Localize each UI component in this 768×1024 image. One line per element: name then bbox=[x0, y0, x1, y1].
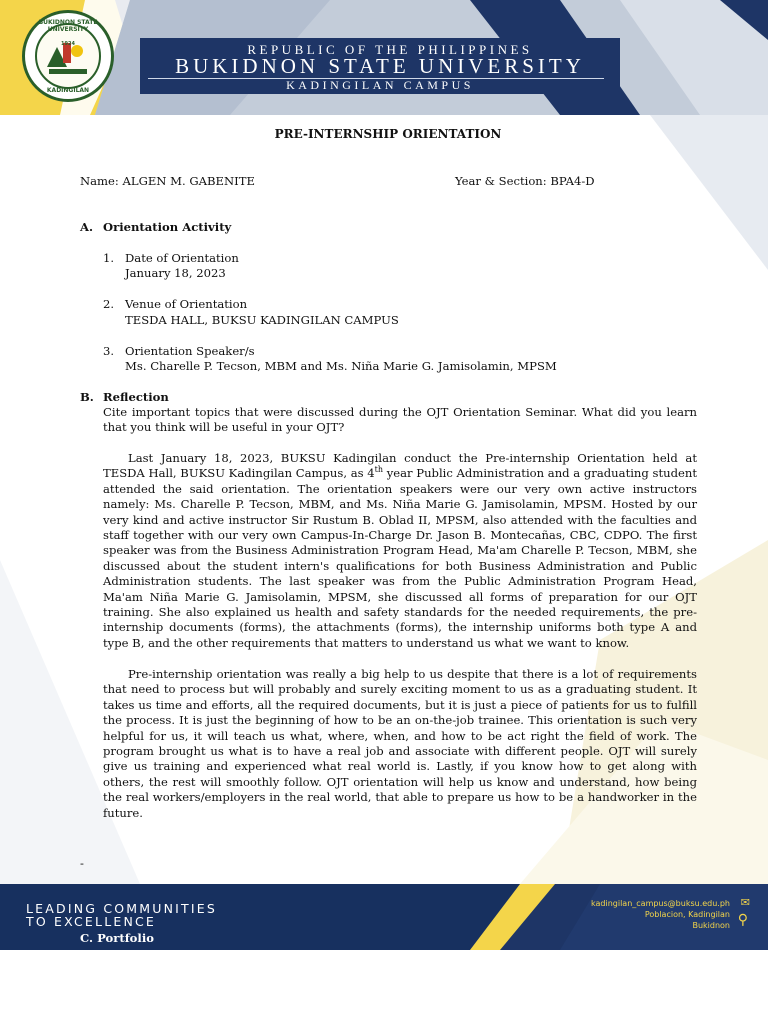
contact-address-line-1: Poblacion, Kadingilan bbox=[644, 910, 730, 919]
item-label: Venue of Orientation bbox=[125, 297, 248, 311]
item-value: TESDA HALL, BUKSU KADINGILAN CAMPUS bbox=[125, 313, 399, 327]
stray-dash: - bbox=[80, 856, 84, 870]
item-number: 2. bbox=[103, 297, 115, 311]
item-label: Orientation Speaker/s bbox=[125, 344, 255, 358]
footer-slogan bbox=[26, 902, 217, 928]
contact-address-line-2: Bukidnon bbox=[692, 921, 730, 930]
section-c-portfolio: C. Portfolio bbox=[80, 931, 154, 945]
document-title: PRE-INTERNSHIP ORIENTATION bbox=[274, 127, 502, 141]
map-pin-icon: ⚲ bbox=[737, 912, 748, 928]
reflection-paragraph-1 bbox=[103, 451, 697, 651]
contact-email: kadingilan_campus@buksu.edu.ph bbox=[591, 899, 730, 908]
item-value: Ms. Charelle P. Tecson, MBM and Ms. Niña Marie G. Jamisolamin, MPSM bbox=[125, 359, 557, 373]
section-b-title: Reflection bbox=[103, 390, 169, 404]
item-value: January 18, 2023 bbox=[125, 266, 226, 280]
item-number: 3. bbox=[103, 344, 115, 358]
paragraph-1-start: Last January 18, 2023, BUKSU Kadingilan conduct the Pre-internship Orientation held at TESDA Hall, BUKSU Kadingilan Campus, as 4 bbox=[103, 451, 697, 481]
header-republic: REPUBLIC OF THE PHILIPPINES bbox=[247, 42, 533, 57]
header-campus: KADINGILAN CAMPUS bbox=[286, 78, 474, 92]
section-a-title: Orientation Activity bbox=[103, 220, 232, 234]
year-section: Year & Section: BPA4-D bbox=[455, 174, 595, 188]
student-name: Name: ALGEN M. GABENITE bbox=[80, 174, 255, 188]
header-university: BUKIDNON STATE UNIVERSITY bbox=[175, 54, 585, 78]
reflection-question: Cite important topics that were discussed during the OJT Orientation Seminar. What did you learn that you think will be useful in your OJT? bbox=[103, 405, 697, 435]
seal-text-bottom: KADINGILAN bbox=[46, 87, 90, 94]
seal-year: 1924 bbox=[61, 41, 75, 47]
seal-text-top: BUKIDNON STATE UNIVERSITY bbox=[38, 19, 98, 33]
section-a-letter: A. bbox=[80, 220, 94, 234]
footer-contact bbox=[591, 898, 730, 931]
section-b-letter: B. bbox=[80, 390, 94, 404]
item-number: 1. bbox=[103, 251, 115, 265]
reflection-paragraph-2: Pre-internship orientation was really a big help to us despite that there is a lot of requirements that need to process but will probably and surely exciting moment to us as a graduating student. It takes us time and efforts, all the required documents, but it is just a piece of patients for us to fulfill the process. It is just the beginning of how to be an on-the-job trainee. This orientation is such very helpful for us, it will teach us what, where, when, and how to be act right the field of work. The program brought us what is to have a real job and associate with different people. OJT will surely give us training and experienced what real world is. Lastly, if you know how to get along with others, the rest will smoothly follow. OJT orientation will help us know and understand, how being the real workers/employers in the real world, that able to prepare us how to be a handworker in the future. bbox=[103, 667, 697, 820]
ordinal-suffix: th bbox=[374, 465, 384, 475]
paragraph-1-rest: year Public Administration and a graduating student attended the said orientation. The orientation speakers were our very own active instructors namely: Ms. Charelle P. Tecson, MBM, and Ms. Niña Marie G. Jamisolamin, MPSM. Hosted by our very kind and active instructor Sir Rustum B. Oblad II, MPSM, also attended with the faculties and staff together with our very own Campus-In-Charge Dr. Jason B. Montecañas, CBC, CDPO. The first speaker was from the Business Administration Program Head, Ma'am Charelle P. Tecson, MBM, she discussed about the student intern's qualifications for both Business Administration and Public Administration students. The last speaker was from the Public Administration Program Head, Ma'am Niña Marie G. Jamisolamin, MPSM, she discussed all forms of preparation for our OJT training. She also explained us health and safety standards for the needed requirements, the pre-internship documents (forms), the attachments (forms), the internship uniforms both type A and type B, and the other requirements that matters to understand us what we want to know. bbox=[103, 466, 697, 650]
envelope-icon: ✉ bbox=[740, 896, 750, 909]
slogan-line-2: TO EXCELLENCE bbox=[26, 914, 157, 929]
slogan-line-1: LEADING COMMUNITIES bbox=[26, 901, 218, 916]
item-label: Date of Orientation bbox=[125, 251, 239, 265]
